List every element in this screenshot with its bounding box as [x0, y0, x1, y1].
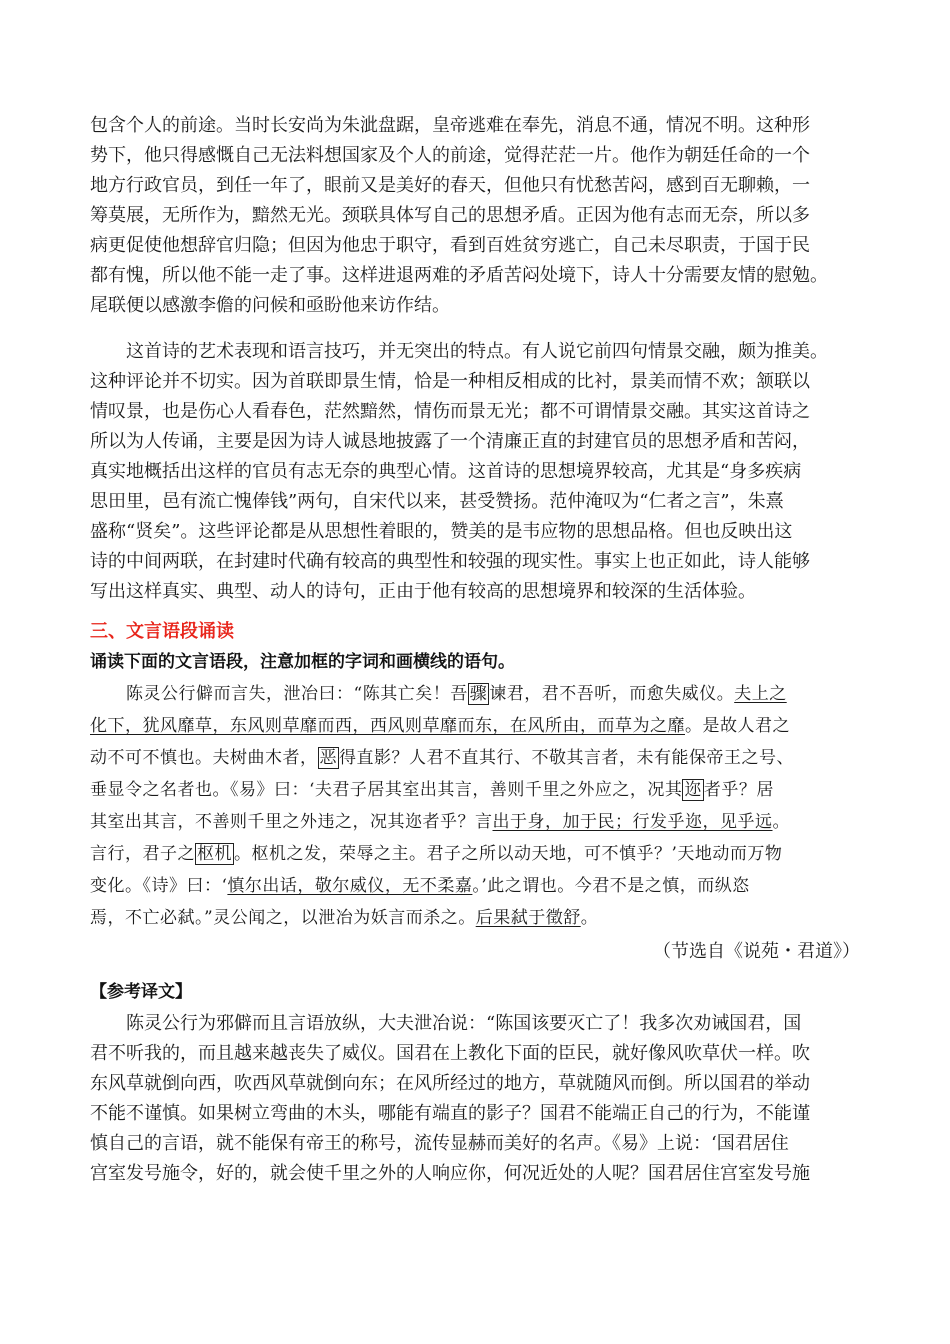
underlined-sentence: 慎尔出话，敬尔威仪，无不柔嘉 — [227, 876, 473, 896]
commentary-line: 包含个人的前途。当时长安尚为朱泚盘踞，皇帝逃难在奉先，消息不通，情况不明。这种形 — [90, 115, 810, 136]
commentary-line: 诗的中间两联，在封建时代确有较高的典型性和较强的现实性。事实上也正如此，诗人能够 — [90, 551, 810, 572]
boxed-word: 骤 — [469, 684, 488, 704]
translation-line: 宫室发号施令，好的，就会使千里之外的人响应你，何况近处的人呢？国君居住宫室发号施 — [90, 1163, 810, 1184]
commentary-line: 盛称“贤矣”。这些评论都是从思想性着眼的，赞美的是韦应物的思想品格。但也反映出这 — [90, 521, 793, 542]
source-citation: （节选自《说苑・君道》） — [653, 941, 860, 962]
underlined-sentence: 夫上之 — [734, 684, 787, 704]
classical-text: 焉，不亡必弑。”灵公闻之，以泄冶为妖言而杀之。 — [90, 908, 476, 928]
classical-text: 言行，君子之 — [90, 844, 195, 864]
classical-text: 动不可不慎也。夫树曲木者， — [90, 748, 318, 768]
translation-line: 东风草就倒向西，吹西风草就倒向东；在风所经过的地方，草就随风而倒。所以国君的举动 — [90, 1073, 810, 1094]
classical-text: 其室出其言，不善则千里之外违之，况其迩者乎？言 — [90, 812, 493, 832]
classical-text: 变化。《诗》曰：‘ — [90, 876, 228, 896]
commentary-line: 真实地概括出这样的官员有志无奈的典型心情。这首诗的思想境界较高，尤其是“身多疾病 — [90, 461, 802, 482]
translation-line: 不能不谨慎。如果树立弯曲的木头，哪能有端直的影子？国君不能端正自己的行为，不能谨 — [90, 1103, 810, 1124]
classical-text: 者乎？居 — [703, 780, 774, 800]
commentary-line: 尾联便以感激李儋的问候和亟盼他来访作结。 — [90, 295, 450, 316]
underlined-sentence: 后果弑于徵舒 — [475, 908, 581, 928]
classical-line — [90, 746, 860, 770]
underlined-sentence: 出于身，加于民；行发乎迩，见乎远 — [492, 812, 773, 832]
boxed-word: 枢机 — [197, 844, 232, 864]
classical-line — [90, 714, 860, 738]
section-heading: 三、文言语段诵读 — [90, 621, 234, 642]
commentary-line: 思田里，邑有流亡愧俸钱”两句，自宋代以来，甚受赞扬。范仲淹叹为“仁者之言”，朱熹 — [90, 491, 784, 512]
classical-text: 。’此之谓也。今君不是之慎，而纵恣 — [472, 876, 750, 896]
classical-line — [90, 778, 860, 802]
classical-line — [126, 682, 860, 706]
classical-line — [90, 842, 860, 866]
commentary-line: 地方行政官员，到任一年了，眼前又是美好的春天，但他只有忧愁苦闷，感到百无聊赖，一 — [90, 175, 810, 196]
translation-line: 陈灵公行为邪僻而且言语放纵，大夫泄冶说：“陈国该要灭亡了！我多次劝诫国君，国 — [126, 1013, 802, 1034]
section-instruction: 诵读下面的文言语段，注意加框的字词和画横线的语句。 — [90, 652, 515, 672]
classical-line — [90, 810, 860, 834]
classical-text: 。 — [772, 812, 790, 832]
classical-text: 。 — [580, 908, 599, 928]
translation-line: 慎自己的言语，就不能保有帝王的称号，流传显赫而美好的名声。《易》上说：‘国君居住 — [90, 1133, 789, 1154]
commentary-line: 势下，他只得感慨自己无法料想国家及个人的前途，觉得茫茫一片。他作为朝廷任命的一个 — [90, 145, 810, 166]
classical-text: 陈灵公行僻而言失，泄冶曰：“陈其亡矣！吾 — [126, 684, 468, 704]
classical-line — [90, 874, 860, 898]
commentary-line: 这种评论并不切实。因为首联即景生情，恰是一种相反相成的比衬，景美而情不欢；颔联以 — [90, 371, 810, 392]
commentary-line: 这首诗的艺术表现和语言技巧，并无突出的特点。有人说它前四句情景交融，颇为推美。 — [126, 341, 828, 362]
commentary-line: 所以为人传诵，主要是因为诗人诚恳地披露了一个清廉正直的封建官员的思想矛盾和苦闷， — [90, 431, 810, 452]
commentary-line: 情叹景，也是伤心人看春色，茫然黯然，情伤而景无光；都不可谓情景交融。其实这首诗之 — [90, 401, 810, 422]
commentary-line: 都有愧，所以他不能一走了事。这样进退两难的矛盾苦闷处境下，诗人十分需要友情的慰勉。 — [90, 265, 828, 286]
commentary-line: 筹莫展，无所作为，黯然无光。颈联具体写自己的思想矛盾。正因为他有志而无奈，所以多 — [90, 205, 810, 226]
translation-line: 君不听我的，而且越来越丧失了威仪。国君在上教化下面的臣民，就好像风吹草伏一样。吹 — [90, 1043, 810, 1064]
classical-text: 。是故人君之 — [685, 716, 790, 736]
classical-text: 。枢机之发，荣辱之主。君子之所以动天地，可不慎乎？’天地动而万物 — [234, 844, 783, 864]
boxed-word: 迩 — [684, 780, 702, 800]
underlined-sentence: 化下，犹风靡草，东风则草靡而西，西风则草靡而东，在风所由，而草为之靡 — [90, 716, 685, 736]
boxed-word: 恶 — [319, 748, 337, 768]
classical-text: 垂显令之名者也。《易》曰：‘夫君子居其室出其言，善则千里之外应之，况其 — [90, 780, 683, 800]
classical-text: 得直影？人君不直其行、不敬其言者，未有能保帝王之号、 — [339, 748, 794, 768]
commentary-line: 病更促使他想辞官归隐；但因为他忠于职守，看到百姓贫穷逃亡，自己未尽职责，于国于民 — [90, 235, 810, 256]
classical-text: 谏君，君不吾听，而愈失威仪。 — [489, 684, 735, 704]
commentary-line: 写出这样真实、典型、动人的诗句，正由于他有较高的思想境界和较深的生活体验。 — [90, 581, 756, 602]
translation-heading: 【参考译文】 — [90, 982, 192, 1002]
classical-line — [90, 906, 860, 930]
